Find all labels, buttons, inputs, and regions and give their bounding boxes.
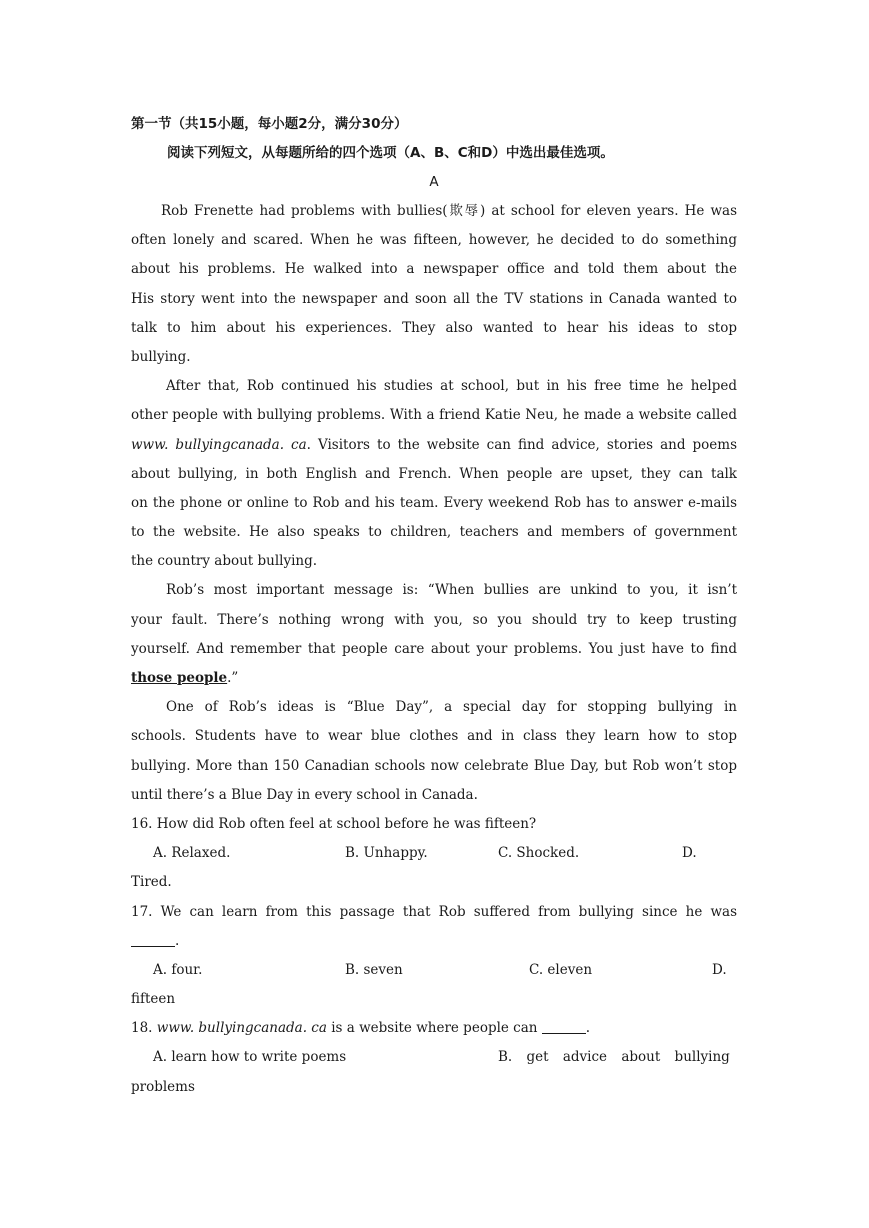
option-a: A. learn how to write poems	[153, 1049, 347, 1066]
option-c: C. Shocked.	[498, 845, 580, 862]
passage-line: yourself. And remember that people care about your problems. You just have to find	[131, 640, 737, 657]
passage-line: One of Rob’s ideas is “Blue Day”, a special day for stopping bullying in	[166, 699, 737, 716]
passage-text: .”	[227, 670, 239, 686]
option-d-text: Tired.	[131, 874, 172, 891]
answer-blank	[131, 931, 175, 947]
passage-line: to the website. He also speaks to children, teachers and members of government	[131, 524, 737, 541]
passage-letter: A	[429, 174, 439, 190]
passage-line	[131, 431, 737, 460]
passage-text: . Visitors to the website can find advice, stories and poems	[306, 436, 737, 453]
section-instruction: 阅读下列短文，从每题所给的四个选项（A、B、C和D）中选出最佳选项。	[167, 145, 614, 161]
passage-line: bullying.	[131, 348, 191, 365]
passage-line: the country about bullying.	[131, 553, 318, 570]
passage-line: Rob Frenette had problems with bullies(欺辱) at school for eleven years. He was	[161, 203, 737, 219]
option-a: A. Relaxed.	[153, 845, 231, 862]
question-stem: 18. www. bullyingcanada. ca is a website where people can .	[131, 1020, 591, 1037]
question-stem: 17. We can learn from this passage that Rob suffered from bullying since he was	[131, 903, 737, 920]
question-18	[131, 1014, 737, 1102]
passage-line: schools. Students have to wear blue clothes and in class they learn how to stop	[131, 728, 737, 745]
passage-line: Rob’s most important message is: “When bullies are unkind to you, it isn’t	[166, 582, 737, 599]
passage-line: your fault. There’s nothing wrong with you, so you should try to keep trusting	[131, 611, 737, 628]
question-17	[131, 898, 737, 1015]
passage-line	[131, 664, 737, 693]
passage-line: about bullying, in both English and French. When people are upset, they can talk	[131, 465, 737, 482]
section-title: 第一节（共15小题，每小题2分，满分30分）	[131, 116, 408, 132]
question-stem: 16. How did Rob often feel at school before he was fifteen?	[131, 815, 537, 832]
answer-blank	[542, 1018, 586, 1034]
question-16	[131, 810, 737, 898]
question-stem-cont: .	[131, 927, 737, 956]
passage-line: on the phone or online to Rob and his team. Every weekend Rob has to answer e-mails	[131, 494, 737, 511]
question-options	[131, 1043, 737, 1072]
option-d: D.	[712, 961, 727, 978]
option-d-text: fifteen	[131, 991, 176, 1008]
passage-line: bullying. More than 150 Canadian schools now celebrate Blue Day, but Rob won’t stop	[131, 757, 737, 774]
paragraph-2	[131, 372, 737, 576]
option-b: B. Unhappy.	[345, 845, 428, 862]
option-b-text: problems	[131, 1078, 195, 1095]
passage-line: other people with bullying problems. With a friend Katie Neu, he made a website called	[131, 407, 737, 424]
website-url: www. bullyingcanada. ca	[156, 1020, 327, 1037]
paragraph-4	[131, 693, 737, 810]
option-d: D.	[682, 845, 697, 862]
option-b: B. seven	[345, 961, 403, 978]
passage-line: After that, Rob continued his studies at school, but in his free time he helped	[166, 378, 737, 395]
passage-line: His story went into the newspaper and soon all the TV stations in Canada wanted to	[131, 290, 737, 307]
question-options	[131, 839, 737, 868]
option-b: B. get advice about bullying	[498, 1049, 730, 1066]
paragraph-3	[131, 576, 737, 693]
passage-line: often lonely and scared. When he was fifteen, however, he decided to do something	[131, 232, 737, 249]
website-url: www. bullyingcanada. ca	[131, 436, 307, 453]
passage-line: about his problems. He walked into a newspaper office and told them about the	[131, 261, 737, 278]
option-a: A. four.	[153, 961, 203, 978]
paragraph-1	[131, 197, 737, 372]
underlined-phrase: those people	[131, 670, 228, 686]
passage-line: until there’s a Blue Day in every school in Canada.	[131, 786, 478, 803]
document-page	[131, 110, 737, 1102]
passage-line: talk to him about his experiences. They also wanted to hear his ideas to stop	[131, 319, 737, 336]
option-c: C. eleven	[529, 961, 593, 978]
question-options	[131, 956, 737, 985]
